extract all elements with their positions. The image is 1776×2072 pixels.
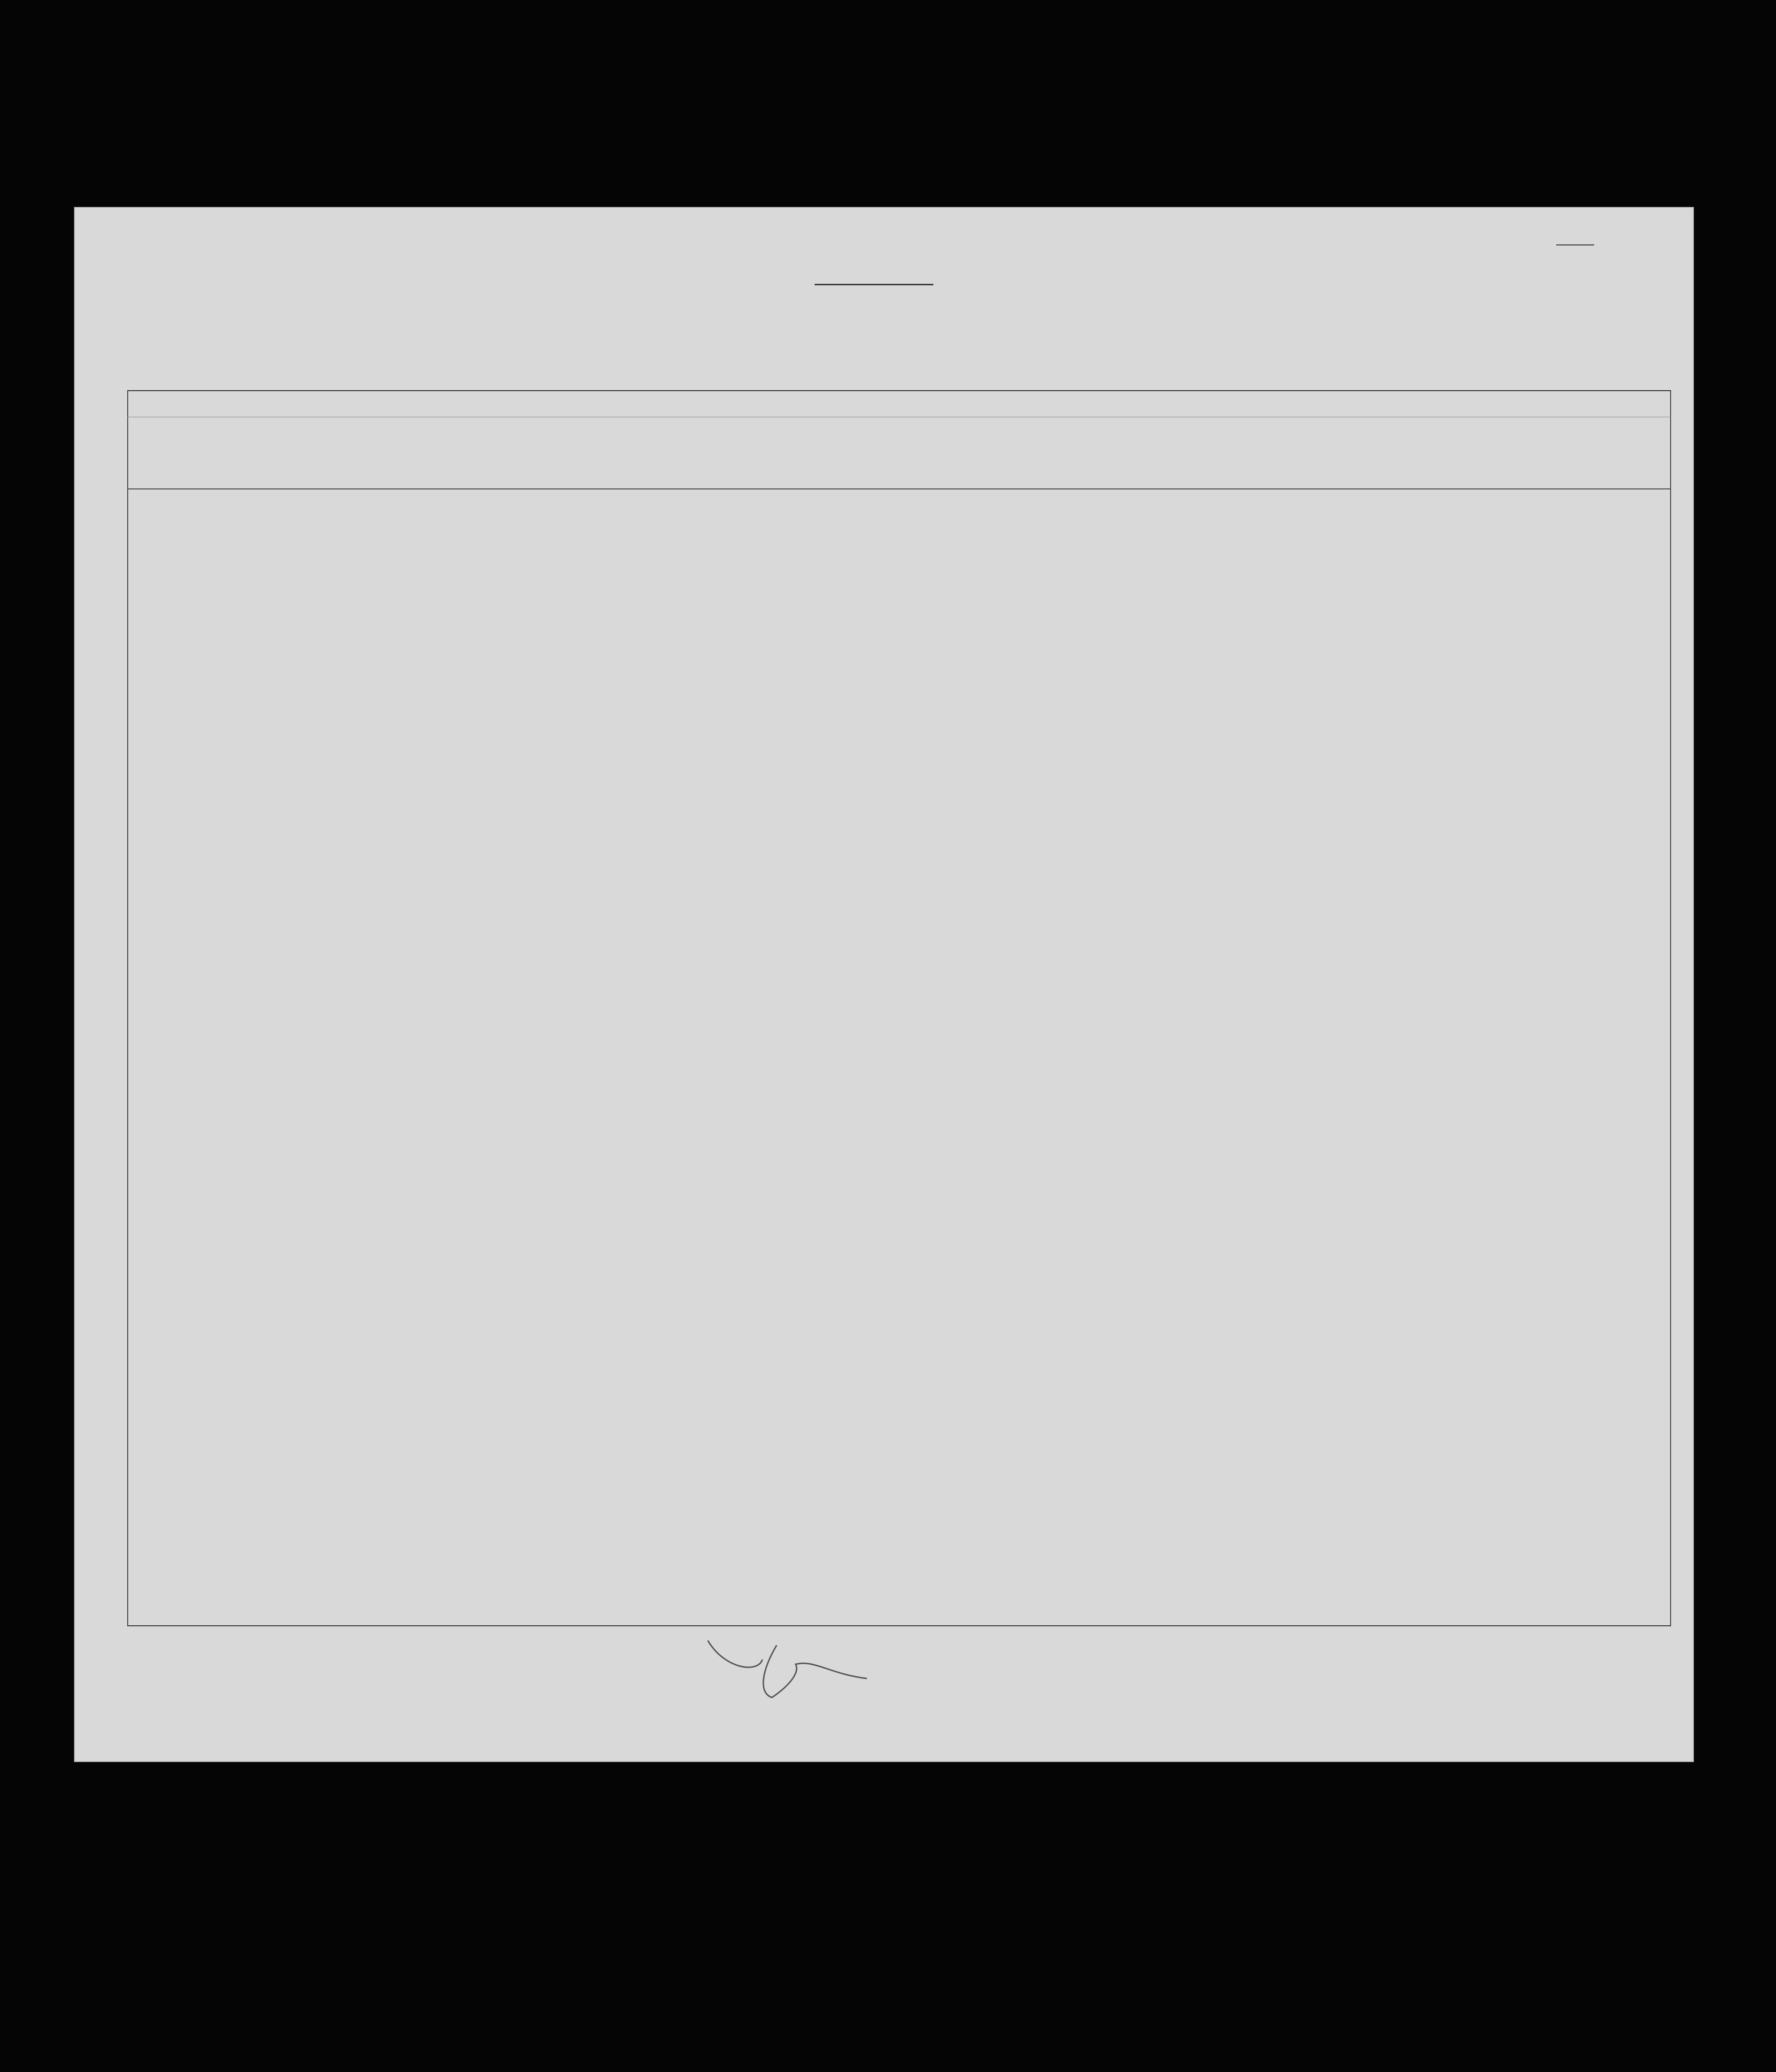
sheet-number <box>1556 234 1594 249</box>
manifest-sheet <box>74 207 1694 1762</box>
vessel-line <box>231 359 1617 383</box>
crew-table <box>127 390 1671 1626</box>
inspector-signature <box>705 1631 895 1702</box>
title-underline <box>815 284 933 285</box>
